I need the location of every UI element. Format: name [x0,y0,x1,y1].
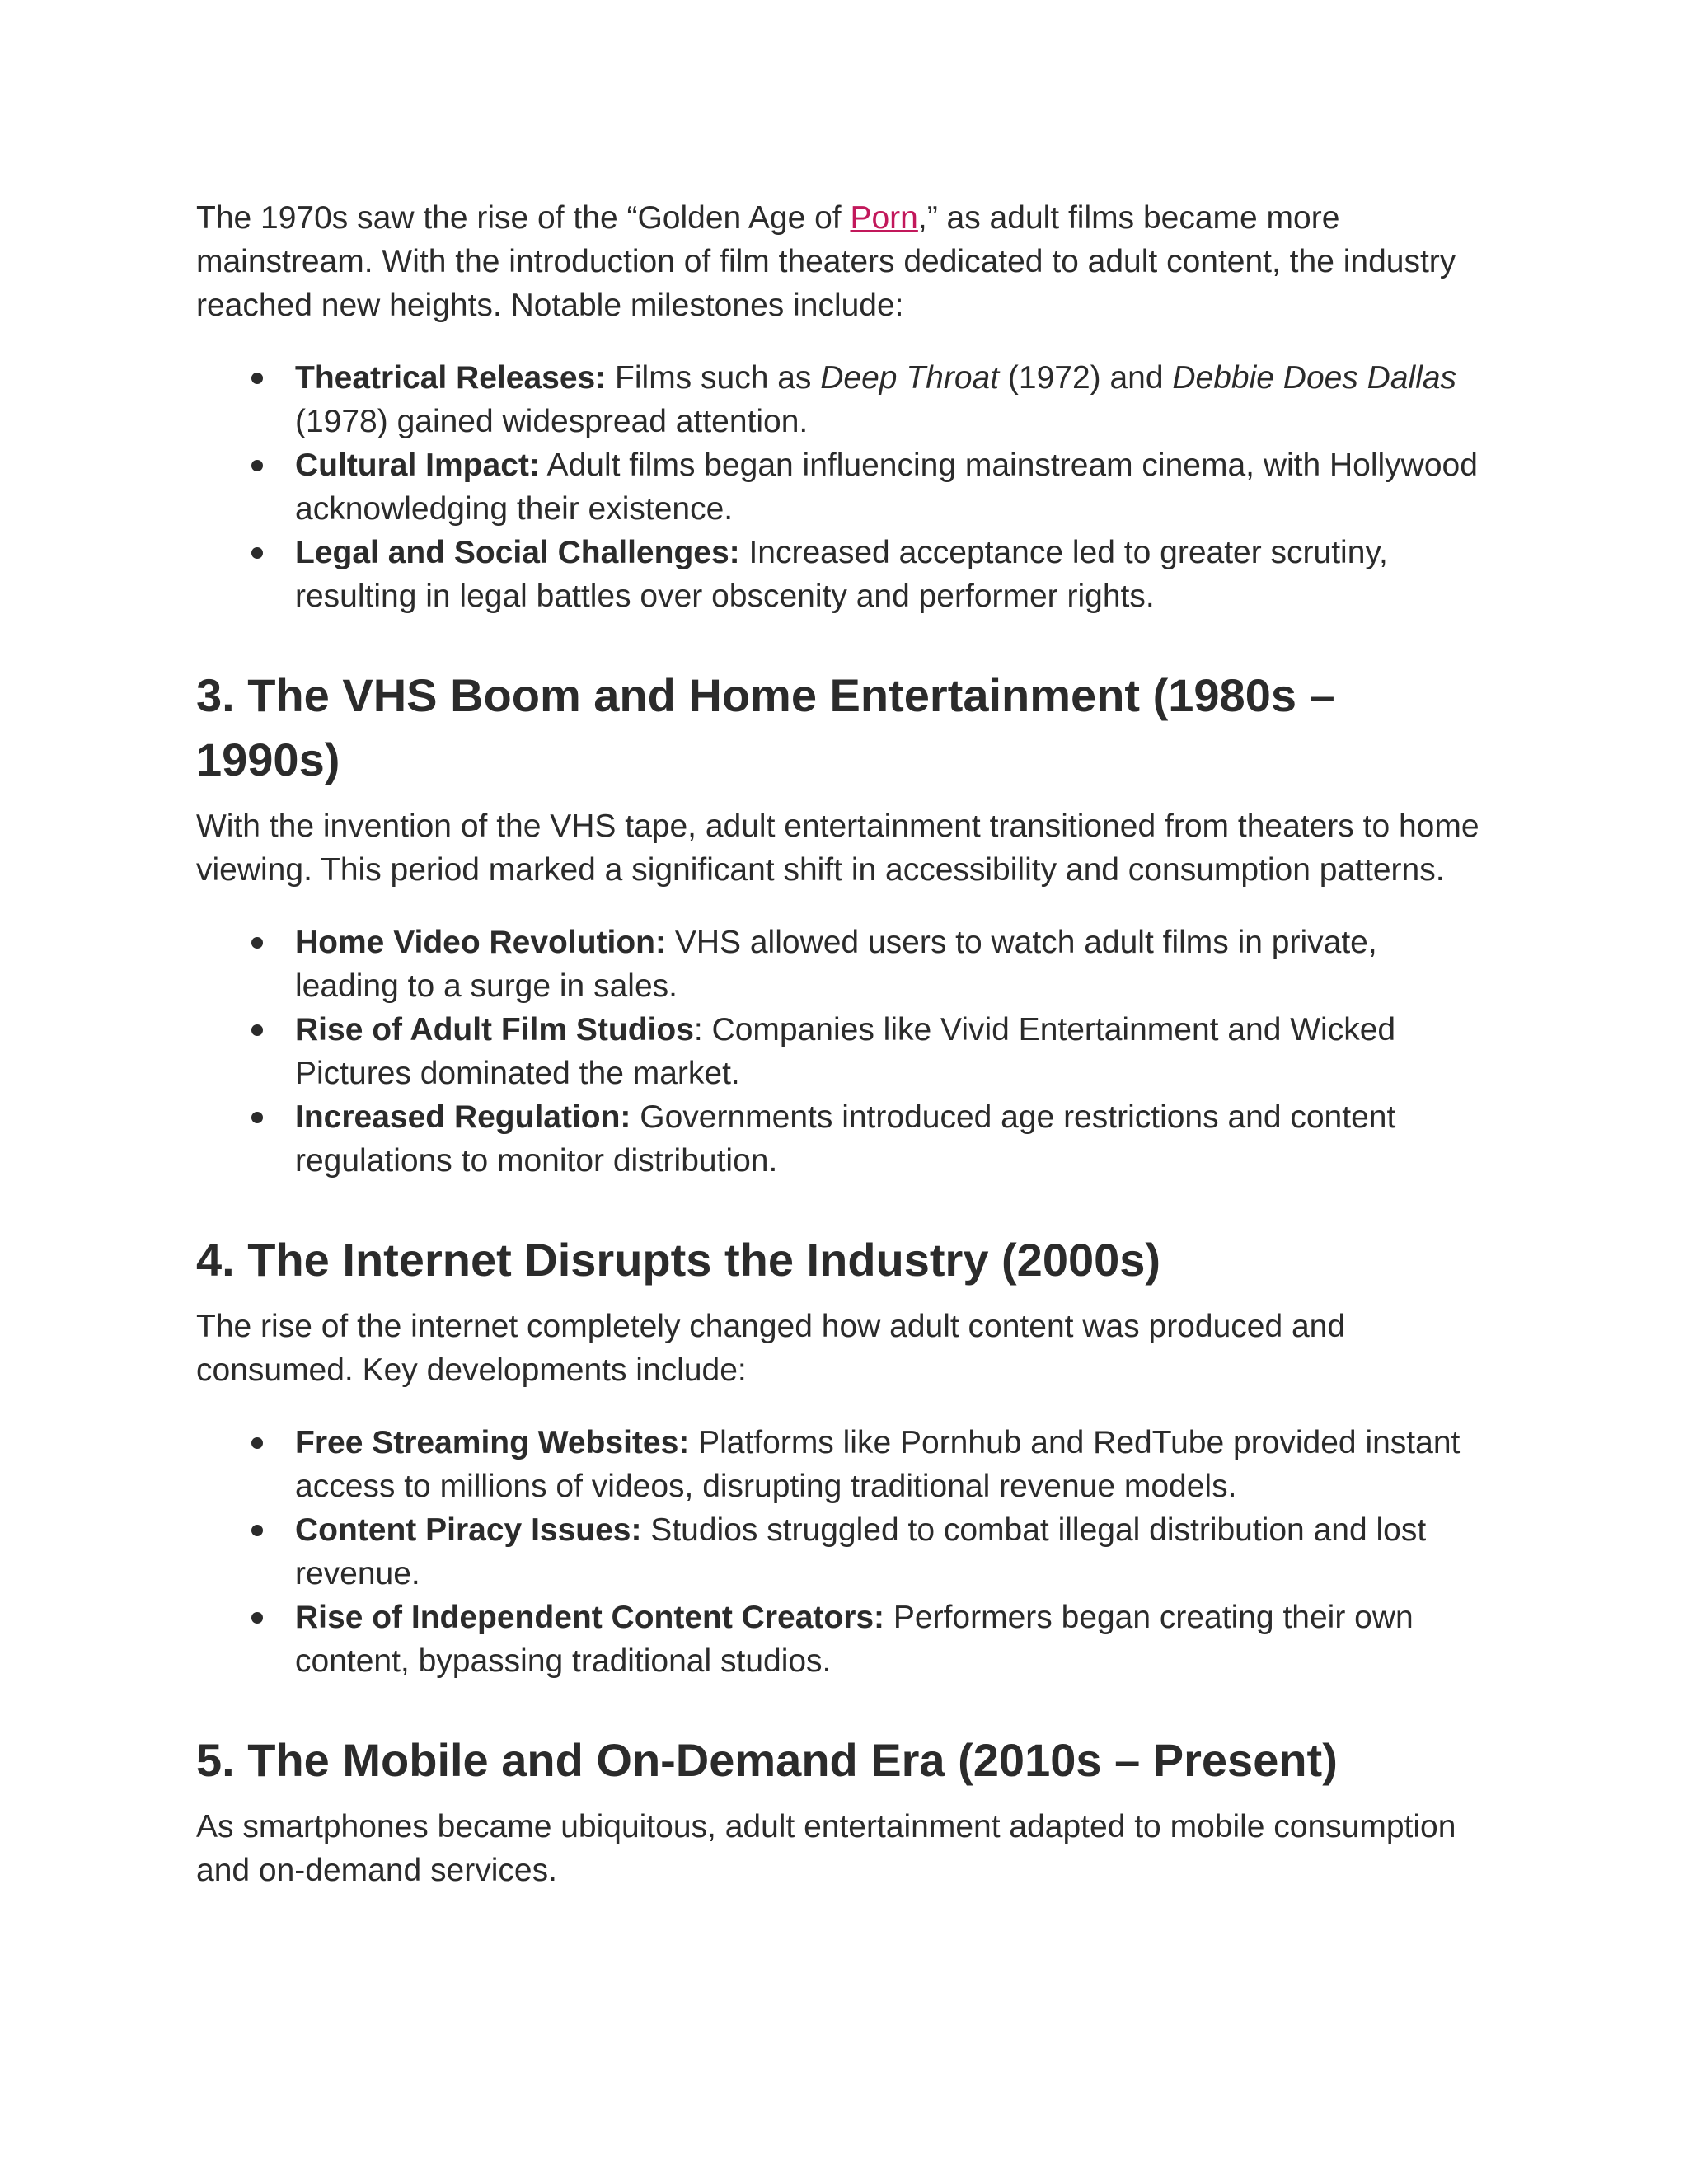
item-text: Films such as [606,360,821,396]
item-text: (1972) and [999,360,1173,396]
item-text: Adult films began influencing mainstream cinema, with Hollywood acknowledging their existence. [295,448,1478,527]
intro-text-after-link: ,” as adult films became more mainstream. With the introduction of film theaters dedicated to adult content, the industry reached new heights. Notable milestones include: [196,200,1456,323]
list-item [196,1508,1482,1596]
item-label: Home Video Revolution: [295,925,666,960]
bullet-icon [251,937,263,949]
bullet-icon [251,1437,263,1449]
bullet-icon [251,547,263,559]
intro-text-before-link: The 1970s saw the rise of the “Golden Age of [196,200,851,236]
item-label: Content Piracy Issues: [295,1512,642,1548]
intro-paragraph [196,196,1482,327]
section-heading: 3. The VHS Boom and Home Entertainment (1980s – 1990s) [196,669,1335,785]
item-text: (1978) gained widespread attention. [295,404,809,439]
list-item [196,1596,1482,1683]
item-label: Legal and Social Challenges: [295,535,740,570]
bullet-icon [251,1112,263,1123]
item-label: Cultural Impact: [295,448,540,483]
film-title: Debbie Does Dallas [1172,360,1457,396]
section-heading: 4. The Internet Disrupts the Industry (2000s) [196,1234,1161,1286]
item-text: VHS allowed users to watch adult films in private, leading to a surge in sales. [295,925,1377,1004]
item-text: Studios struggled to combat illegal distribution and lost revenue. [295,1512,1427,1591]
item-label: Free Streaming Websites: [295,1425,690,1460]
bullet-icon [251,1612,263,1624]
bullet-icon [251,1525,263,1536]
item-text: Performers began creating their own content, bypassing traditional studios. [295,1600,1414,1679]
bullet-icon [251,1024,263,1036]
section-list [196,921,1482,1183]
item-label: Theatrical Releases: [295,360,607,396]
item-label: Rise of Independent Content Creators: [295,1600,885,1635]
list-item [196,1095,1482,1183]
list-item [196,531,1482,618]
item-text: Increased acceptance led to greater scrutiny, resulting in legal battles over obscenity and performer rights. [295,535,1388,614]
porn-link[interactable]: Porn [850,200,918,236]
film-title: Deep Throat [820,360,1000,396]
section-list [196,1421,1482,1683]
section-paragraph: With the invention of the VHS tape, adult entertainment transitioned from theaters to home viewing. This period marked a significant shift in accessibility and consumption patterns. [196,808,1479,888]
list-item [196,443,1482,531]
section-paragraph: As smartphones became ubiquitous, adult entertainment adapted to mobile consumption and on-demand services. [196,1809,1456,1888]
item-text: : Companies like Vivid Entertainment and Wicked Pictures dominated the market. [295,1012,1396,1091]
document-page [196,196,1482,1892]
bullet-icon [251,460,263,471]
item-label: Increased Regulation: [295,1099,631,1135]
item-label: Rise of Adult Film Studios [295,1012,694,1047]
section-paragraph: The rise of the internet completely changed how adult content was produced and consumed. Key developments include: [196,1309,1346,1388]
list-item [196,1421,1482,1508]
section-heading: 5. The Mobile and On-Demand Era (2010s – Present) [196,1734,1338,1786]
item-text: Platforms like Pornhub and RedTube provided instant access to millions of videos, disrupting traditional revenue models. [295,1425,1461,1504]
list-item [196,1008,1482,1095]
item-text: Governments introduced age restrictions and content regulations to monitor distribution. [295,1099,1396,1179]
milestones-list [196,356,1482,618]
list-item [196,921,1482,1008]
list-item [196,356,1482,443]
bullet-icon [251,373,263,384]
